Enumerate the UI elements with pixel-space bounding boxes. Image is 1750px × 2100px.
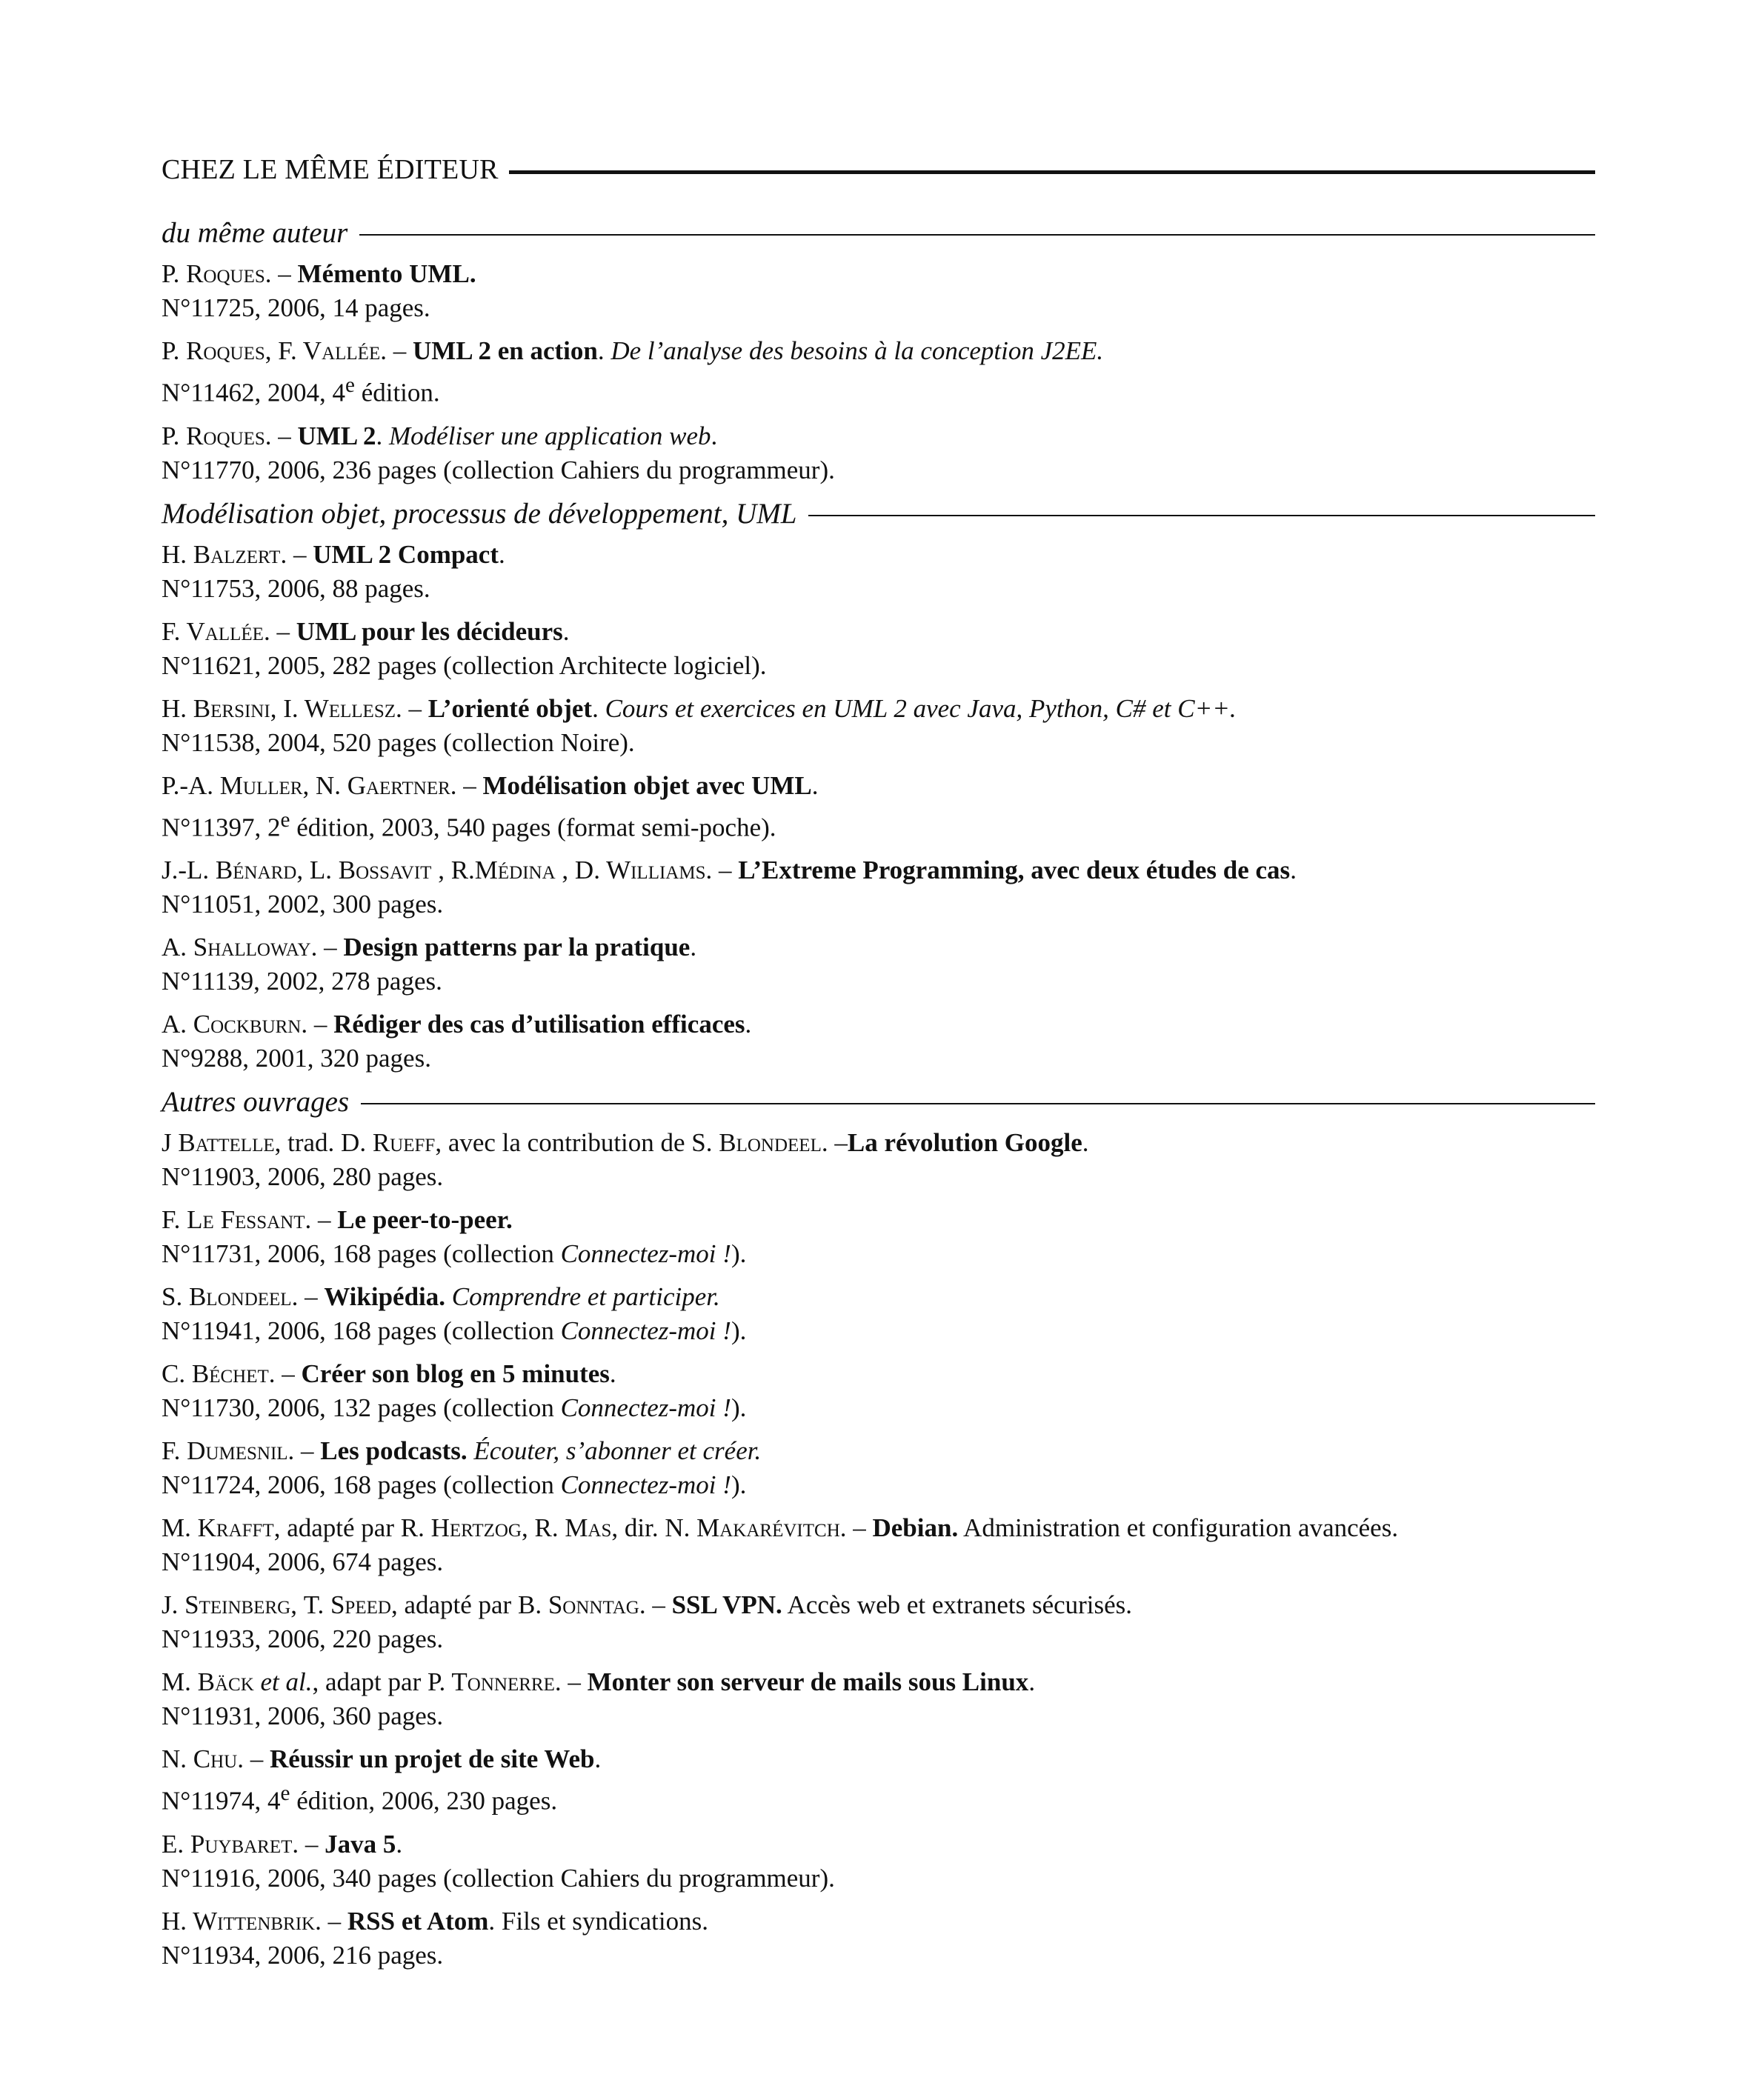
author-name: R. Mas <box>534 1513 612 1543</box>
author-name: P. Roques <box>162 421 265 450</box>
book-title: Mémento UML. <box>297 259 476 288</box>
text-segment: édition. <box>354 378 440 407</box>
text-segment: . – <box>639 1590 672 1620</box>
author-name: B. Sonntag <box>517 1590 639 1620</box>
book-title-line <box>162 1203 1595 1237</box>
italic-text: Connectez-moi ! <box>560 1470 731 1500</box>
text-segment <box>445 1282 452 1311</box>
author-name: J. Steinberg <box>162 1590 291 1620</box>
book-details-line <box>162 291 1595 325</box>
text-segment: . – <box>380 336 413 365</box>
text-segment: N°11941, 2006, 168 pages (collection <box>162 1316 561 1346</box>
text-segment: , <box>302 770 316 800</box>
author-name: N. Gaertner <box>315 770 450 800</box>
book-entry <box>162 769 1595 845</box>
category-section <box>162 216 1595 487</box>
book-title: UML pour les décideurs <box>296 616 563 646</box>
text-segment: N°11397, 2 <box>162 813 281 842</box>
book-details-line <box>162 887 1595 921</box>
book-details-line <box>162 1939 1595 1973</box>
italic-text: Cours et exercices en UML 2 avec Java, Python, C# et C++. <box>605 693 1237 723</box>
author-name: S. Blondeel <box>691 1128 822 1158</box>
author-name: F. Dumesnil <box>162 1436 288 1466</box>
book-title: Debian. <box>872 1513 959 1543</box>
category-rule <box>359 234 1595 236</box>
author-name: P.-A. Muller <box>162 770 303 800</box>
text-segment: , <box>296 856 310 885</box>
book-details-line <box>162 649 1595 683</box>
book-entry <box>162 1357 1595 1425</box>
book-entry <box>162 1827 1595 1896</box>
author-name: D. Williams <box>574 856 706 885</box>
category-header <box>162 496 1595 532</box>
author-name: P. Tonnerre <box>427 1667 555 1697</box>
text-segment: . <box>690 933 697 962</box>
publisher-header-label: CHEZ LE MÊME ÉDITEUR <box>162 154 499 185</box>
category-header <box>162 1084 1595 1120</box>
book-title: UML 2 Compact <box>313 539 499 569</box>
book-title-line <box>162 692 1595 726</box>
text-segment: , dir. <box>611 1513 665 1543</box>
author-name: E. Puybaret <box>162 1829 293 1859</box>
book-title: RSS et Atom <box>347 1906 489 1936</box>
book-details-line <box>162 368 1595 410</box>
text-segment: . – <box>396 693 428 723</box>
author-name: F. Le Fessant <box>162 1205 305 1235</box>
text-segment: . <box>1028 1667 1036 1697</box>
book-details-line <box>162 803 1595 845</box>
author-name: F. Vallée <box>162 616 264 646</box>
book-title-line <box>162 1827 1595 1861</box>
author-name: P. Roques <box>162 259 265 288</box>
book-details-line <box>162 1622 1595 1656</box>
text-segment: N°11731, 2006, 168 pages (collection <box>162 1239 561 1269</box>
book-details-line <box>162 1160 1595 1194</box>
category-section <box>162 496 1595 1076</box>
book-details-line <box>162 1545 1595 1579</box>
category-title: Autres ouvrages <box>162 1086 350 1119</box>
text-segment: . – <box>450 770 483 800</box>
ordinal-superscript: e <box>280 807 290 832</box>
author-name: H. Balzert <box>162 539 281 569</box>
author-name: A. Cockburn <box>162 1010 302 1039</box>
author-name: M. Bäck <box>162 1667 254 1697</box>
text-segment: N°11725, 2006, 14 pages. <box>162 293 430 322</box>
author-name: N. Chu <box>162 1744 238 1774</box>
text-segment: . – <box>291 1282 325 1312</box>
author-name: I. Wellesz <box>283 693 396 723</box>
book-title-line <box>162 538 1595 572</box>
text-segment <box>254 1667 261 1696</box>
book-title-line <box>162 1511 1595 1545</box>
text-segment: ). <box>731 1316 747 1346</box>
book-list-page <box>162 152 1595 1981</box>
book-title: Design patterns par la pratique <box>343 933 691 962</box>
text-segment: N°11974, 4 <box>162 1786 281 1816</box>
book-title-line <box>162 1588 1595 1622</box>
book-entry <box>162 692 1595 760</box>
text-segment: , adapté par <box>390 1590 518 1620</box>
text-segment: édition, 2006, 230 pages. <box>290 1786 558 1816</box>
text-segment: N°11934, 2006, 216 pages. <box>162 1940 444 1970</box>
book-details-line <box>162 726 1595 760</box>
text-segment: . – <box>263 616 296 646</box>
book-entry <box>162 1434 1595 1502</box>
text-segment: N°11916, 2006, 340 pages (collection Cahiers du programmeur). <box>162 1863 835 1893</box>
book-title-line <box>162 1904 1595 1939</box>
text-segment: N°11730, 2006, 132 pages (collection <box>162 1393 561 1423</box>
book-title: L’orienté objet <box>427 693 593 723</box>
text-segment: , <box>265 336 279 365</box>
author-name: L. Bossavit <box>309 856 432 885</box>
text-segment: ). <box>731 1393 747 1423</box>
book-title-line <box>162 257 1595 291</box>
text-segment: N°11139, 2002, 278 pages. <box>162 967 442 996</box>
book-title-line <box>162 1007 1595 1041</box>
book-entry <box>162 1511 1595 1579</box>
text-segment: . – <box>268 1359 302 1389</box>
text-segment: , avec la contribution de <box>435 1128 692 1158</box>
author-name: T. Speed <box>303 1590 391 1620</box>
text-segment: . – <box>265 259 298 288</box>
italic-text: Connectez-moi ! <box>560 1239 731 1269</box>
author-name: D. Rueff <box>341 1128 436 1158</box>
book-title-line <box>162 1434 1595 1468</box>
author-name: C. Béchet <box>162 1359 269 1389</box>
text-segment: . – <box>705 856 739 885</box>
text-segment: N°11903, 2006, 280 pages. <box>162 1162 444 1192</box>
text-segment: . – <box>839 1513 873 1543</box>
text-segment: . – <box>310 933 344 962</box>
book-title: Les podcasts. <box>320 1436 468 1466</box>
text-segment: N°11462, 2004, 4 <box>162 378 345 407</box>
author-name: F. Vallée <box>278 336 381 365</box>
text-segment: . <box>609 1359 616 1389</box>
author-name: J.-L. Bénard <box>162 856 297 885</box>
book-title: UML 2 <box>297 421 376 450</box>
text-segment: N°11933, 2006, 220 pages. <box>162 1624 444 1654</box>
text-segment: , trad. <box>274 1128 342 1158</box>
book-title: SSL VPN. <box>671 1590 782 1620</box>
text-segment: , <box>290 1590 304 1620</box>
book-entry <box>162 1126 1595 1194</box>
text-segment: N°11621, 2005, 282 pages (collection Architecte logiciel). <box>162 650 767 680</box>
book-details-line <box>162 1861 1595 1896</box>
text-segment: . <box>594 1744 602 1774</box>
italic-text: Connectez-moi ! <box>560 1393 731 1423</box>
text-segment: , <box>555 856 575 885</box>
text-segment: N°11724, 2006, 168 pages (collection <box>162 1470 561 1500</box>
author-name: S. Blondeel <box>162 1282 292 1312</box>
category-list <box>162 216 1595 1973</box>
text-segment: . <box>711 421 718 450</box>
book-entry <box>162 1588 1595 1656</box>
book-title-line <box>162 334 1595 368</box>
text-segment: . <box>376 421 390 450</box>
book-details-line <box>162 964 1595 999</box>
book-entry <box>162 615 1595 683</box>
text-segment: . <box>1082 1128 1089 1158</box>
book-title: Réussir un projet de site Web <box>269 1744 595 1774</box>
category-rule <box>808 515 1595 516</box>
text-segment: N°11931, 2006, 360 pages. <box>162 1701 444 1731</box>
book-details-line <box>162 1391 1595 1425</box>
category-header <box>162 216 1595 251</box>
category-rule <box>361 1103 1595 1104</box>
text-segment: N°11051, 2002, 300 pages. <box>162 890 444 919</box>
book-entry <box>162 1203 1595 1271</box>
text-segment: . – <box>237 1744 270 1774</box>
italic-text: Connectez-moi ! <box>560 1316 731 1346</box>
text-segment: . <box>745 1010 752 1039</box>
book-entry <box>162 538 1595 606</box>
author-name: P. Roques <box>162 336 265 365</box>
text-segment: . – <box>301 1010 334 1039</box>
book-title: Rédiger des cas d’utilisation efficaces <box>333 1010 745 1039</box>
author-name: A. Shalloway <box>162 933 311 962</box>
book-title: UML 2 en action <box>412 336 598 365</box>
ordinal-superscript: e <box>280 1781 290 1806</box>
text-segment: , adapt par <box>312 1667 427 1697</box>
book-entry <box>162 1904 1595 1973</box>
text-segment: . – <box>821 1128 848 1158</box>
text-segment: N°11538, 2004, 520 pages (collection Noire). <box>162 727 635 757</box>
author-name: H. Bersini <box>162 693 270 723</box>
book-title: Wikipédia. <box>324 1282 446 1312</box>
italic-text: Comprendre et participer. <box>451 1282 720 1312</box>
text-segment: . <box>499 539 505 569</box>
book-details-line <box>162 453 1595 487</box>
book-details-line <box>162 1314 1595 1348</box>
header-rule <box>509 170 1595 174</box>
book-title-line <box>162 769 1595 803</box>
book-title: Créer son blog en 5 minutes <box>301 1359 610 1389</box>
text-segment: . – <box>305 1205 338 1235</box>
text-segment: . <box>811 770 819 800</box>
book-title-line <box>162 1357 1595 1391</box>
author-name: R. Hertzog <box>400 1513 522 1543</box>
author-name: J Battelle <box>162 1128 275 1158</box>
book-title-line <box>162 1126 1595 1160</box>
text-segment: . <box>396 1829 403 1859</box>
book-title: Le peer-to-peer. <box>337 1205 513 1235</box>
text-segment: édition, 2003, 540 pages (format semi-poche). <box>290 813 776 842</box>
text-segment: N°11904, 2006, 674 pages. <box>162 1547 444 1577</box>
text-segment: . <box>562 616 570 646</box>
text-segment: ). <box>731 1470 747 1500</box>
book-title: Java 5 <box>325 1829 396 1859</box>
book-entry <box>162 1742 1595 1819</box>
author-name: N. Makarévitch <box>665 1513 840 1543</box>
text-segment: . – <box>265 421 298 450</box>
book-title: Modélisation objet avec UML <box>482 770 812 800</box>
author-name: M. Krafft <box>162 1513 274 1543</box>
text-segment: . – <box>292 1829 325 1859</box>
ordinal-superscript: e <box>345 373 355 397</box>
book-title: L’Extreme Programming, avec deux études de cas <box>738 856 1291 885</box>
publisher-header <box>162 152 1595 187</box>
text-segment: . <box>592 693 605 723</box>
book-entry <box>162 257 1595 325</box>
author-name: R.Médina <box>450 856 556 885</box>
book-title-line <box>162 930 1595 964</box>
text-segment: Administration et configuration avancées. <box>958 1513 1399 1543</box>
book-title-line <box>162 853 1595 887</box>
book-details-line <box>162 1041 1595 1076</box>
text-segment: N°11753, 2006, 88 pages. <box>162 573 430 603</box>
text-segment: , <box>431 856 451 885</box>
category-title: Modélisation objet, processus de développement, UML <box>162 497 797 530</box>
text-segment: . – <box>287 1436 321 1466</box>
book-entry <box>162 1007 1595 1076</box>
book-title-line <box>162 1742 1595 1776</box>
italic-text: Modéliser une application web <box>389 421 711 450</box>
text-segment: . – <box>554 1667 588 1697</box>
text-segment: . <box>597 336 611 365</box>
book-title-line <box>162 1665 1595 1699</box>
book-entry <box>162 419 1595 487</box>
italic-text: Écouter, s’abonner et créer. <box>473 1436 762 1466</box>
text-segment: N°9288, 2001, 320 pages. <box>162 1044 431 1073</box>
text-segment: N°11770, 2006, 236 pages (collection Cahiers du programmeur). <box>162 455 835 484</box>
author-name: H. Wittenbrik <box>162 1906 316 1936</box>
text-segment: . Fils et syndications. <box>488 1906 708 1936</box>
book-title-line <box>162 419 1595 453</box>
book-entry <box>162 930 1595 999</box>
book-entry <box>162 334 1595 410</box>
text-segment: , <box>521 1513 535 1543</box>
book-details-line <box>162 1468 1595 1502</box>
text-segment: . – <box>280 539 313 569</box>
book-details-line <box>162 1776 1595 1819</box>
text-segment: Accès web et extranets sécurisés. <box>782 1590 1133 1620</box>
book-title-line <box>162 615 1595 649</box>
category-title: du même auteur <box>162 217 348 249</box>
text-segment: ). <box>731 1239 747 1269</box>
book-title: Monter son serveur de mails sous Linux <box>587 1667 1029 1697</box>
book-entry <box>162 1665 1595 1733</box>
book-details-line <box>162 1699 1595 1733</box>
book-details-line <box>162 1237 1595 1271</box>
book-entry <box>162 853 1595 921</box>
italic-text: De l’analyse des besoins à la conception J2EE. <box>610 336 1104 365</box>
text-segment: . – <box>315 1906 347 1936</box>
book-title-line <box>162 1280 1595 1314</box>
category-section <box>162 1084 1595 1973</box>
text-segment: , adapté par <box>273 1513 401 1543</box>
text-segment: , <box>270 693 284 723</box>
book-entry <box>162 1280 1595 1348</box>
italic-text: et al. <box>260 1667 313 1697</box>
text-segment: . <box>1290 856 1297 885</box>
book-title: La révolution Google <box>847 1128 1082 1158</box>
book-details-line <box>162 572 1595 606</box>
